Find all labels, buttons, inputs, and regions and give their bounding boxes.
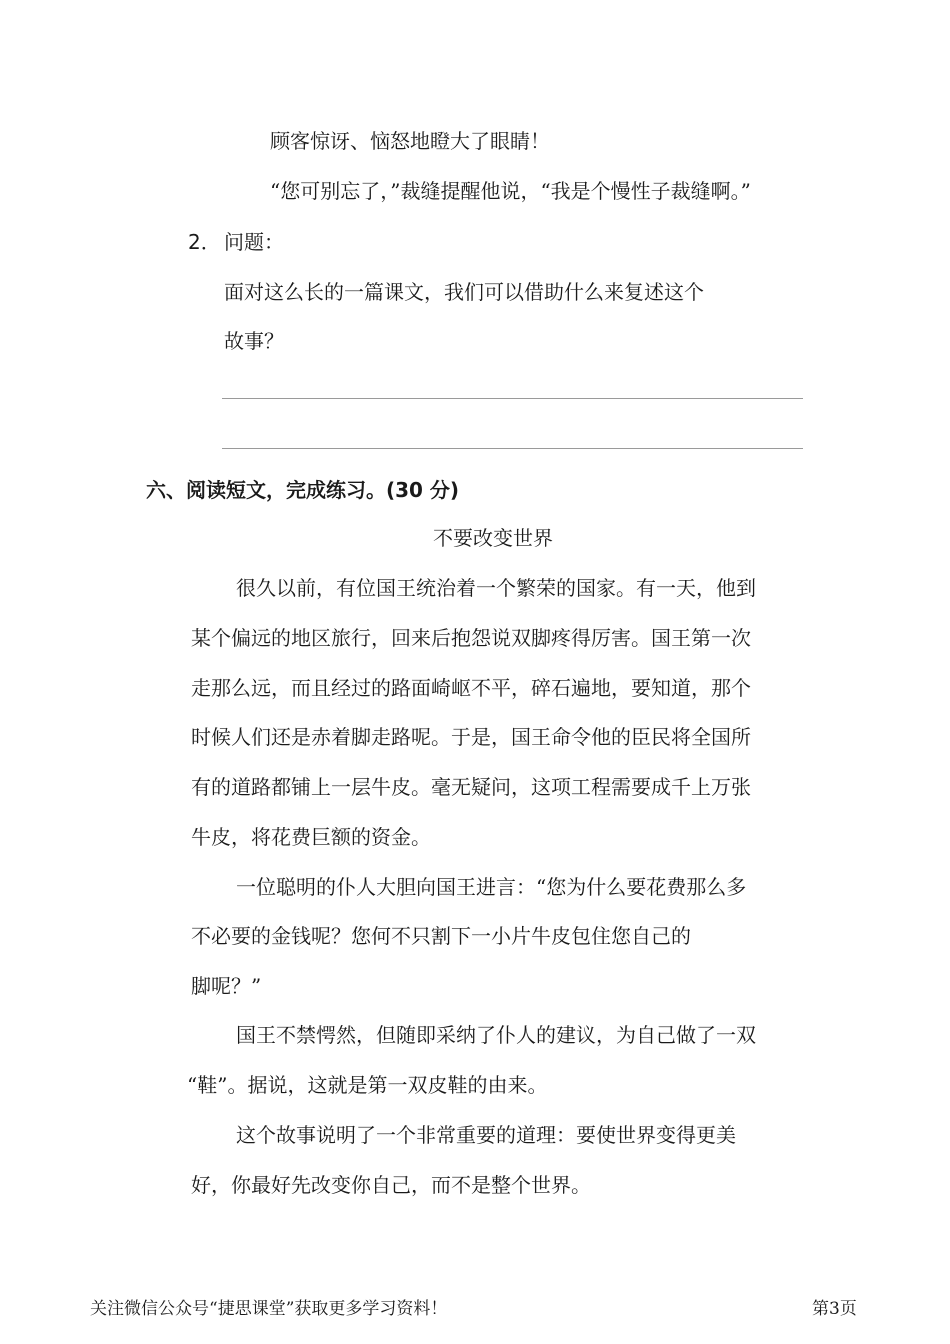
answer-line[interactable] — [222, 398, 803, 399]
passage-line: 一位聪明的仆人大胆向国王进言：“您为什么要花费那么多 — [236, 875, 747, 899]
question-label: 问题： — [224, 230, 284, 254]
page-number: 第3页 — [812, 1299, 857, 1319]
passage-line: “您可别忘了，”裁缝提醒他说，“我是个慢性子裁缝啊。” — [270, 179, 751, 203]
question-number: 2． — [188, 230, 221, 254]
passage-line: 时候人们还是赤着脚走路呢。于是，国王命令他的臣民将全国所 — [191, 725, 751, 749]
passage-line: 脚呢？” — [191, 974, 262, 998]
section-heading: 六、阅读短文，完成练习。(30 分) — [146, 478, 460, 502]
passage-line: 某个偏远的地区旅行，回来后抱怨说双脚疼得厉害。国王第一次 — [191, 626, 751, 650]
passage-line: 很久以前，有位国王统治着一个繁荣的国家。有一天，他到 — [236, 576, 756, 600]
question-text: 面对这么长的一篇课文，我们可以借助什么来复述这个 — [224, 280, 704, 304]
passage-line: 有的道路都铺上一层牛皮。毫无疑问，这项工程需要成千上万张 — [191, 775, 751, 799]
passage-line: 不必要的金钱呢？您何不只割下一小片牛皮包住您自己的 — [191, 924, 691, 948]
passage-line: 国王不禁愕然，但随即采纳了仆人的建议，为自己做了一双 — [236, 1023, 756, 1047]
passage-line: “鞋”。据说，这就是第一双皮鞋的由来。 — [187, 1073, 548, 1097]
passage-title: 不要改变世界 — [433, 526, 553, 550]
passage-line: 顾客惊讶、恼怒地瞪大了眼睛！ — [270, 129, 550, 153]
passage-line: 走那么远，而且经过的路面崎岖不平，碎石遍地，要知道，那个 — [191, 676, 751, 700]
footer-note: 关注微信公众号“捷思课堂”获取更多学习资料！ — [90, 1299, 448, 1319]
answer-line[interactable] — [222, 448, 803, 449]
question-text: 故事？ — [224, 329, 284, 353]
passage-line: 牛皮，将花费巨额的资金。 — [191, 825, 431, 849]
passage-line: 好，你最好先改变你自己，而不是整个世界。 — [191, 1173, 591, 1197]
passage-line: 这个故事说明了一个非常重要的道理：要使世界变得更美 — [236, 1123, 736, 1147]
